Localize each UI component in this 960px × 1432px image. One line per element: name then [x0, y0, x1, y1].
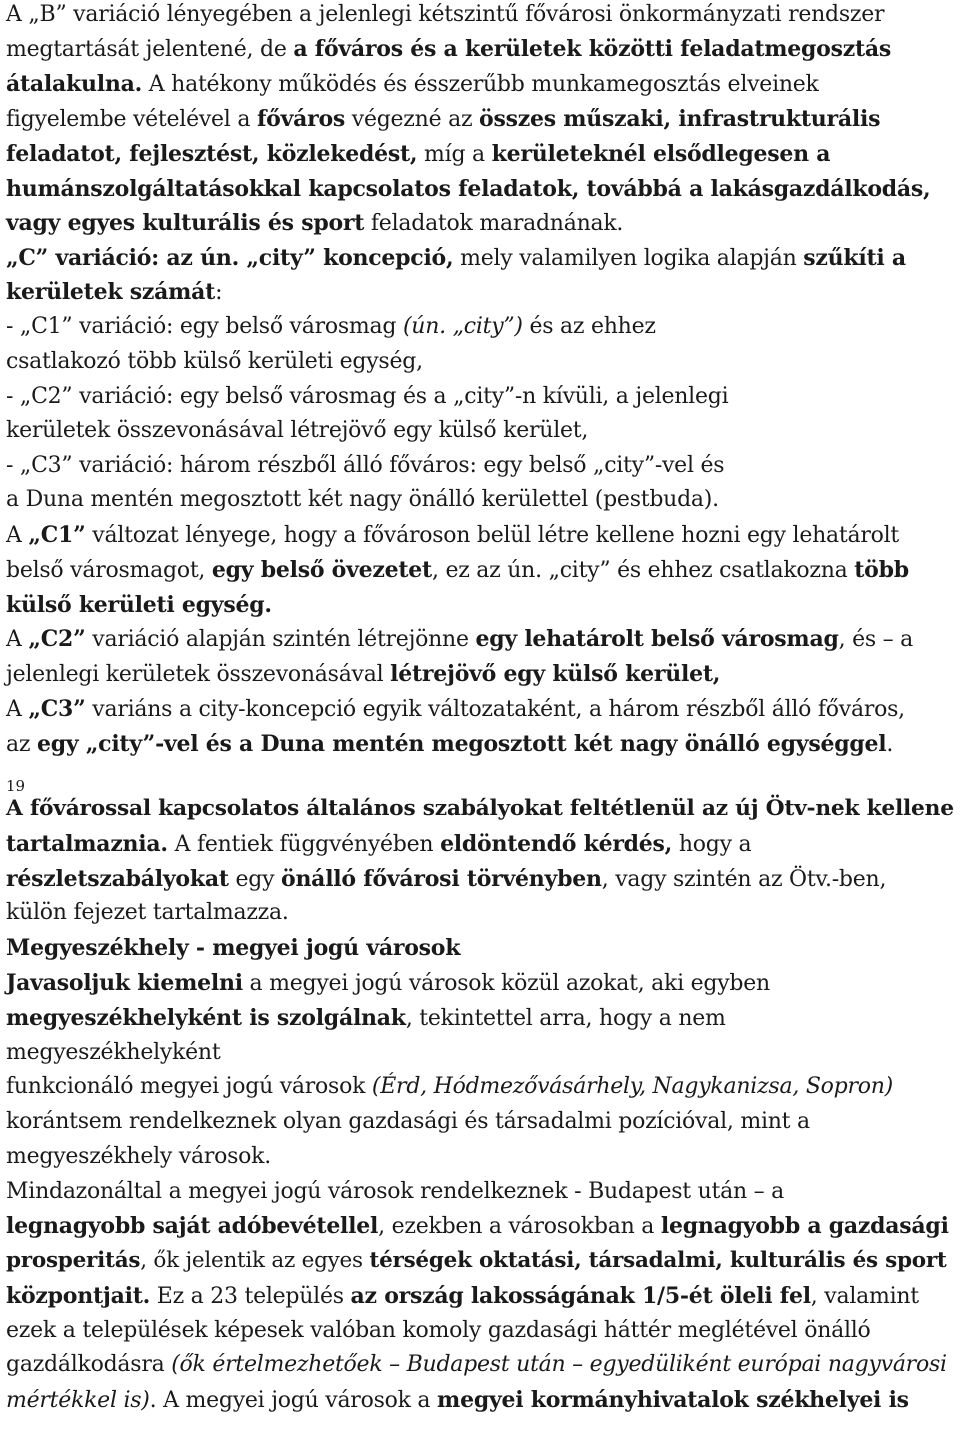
text-run: megtartását jelentené, de [6, 37, 294, 62]
text-line [6, 1070, 893, 1104]
text-line [6, 1209, 949, 1244]
bold-text: humánszolgáltatásokkal kapcsolatos feladatok, továbbá a lakásgazdálkodás, [6, 176, 931, 202]
italic-text: (ők értelmezhetőek – Budapest után – egyedüliként európai nagyvárosi [171, 1352, 947, 1377]
text-run: , ők jelentik az egyes [140, 1248, 370, 1273]
text-line [6, 483, 719, 517]
text-run: végezné az [345, 107, 480, 132]
bold-text: a főváros és a kerületek közötti feladatmegosztás [293, 36, 892, 62]
text-line [6, 310, 656, 344]
italic-text: (Érd, Hódmezővásárhely, Nagykanizsa, Sopron) [371, 1074, 893, 1099]
text-run: , ezekben a városokban a [378, 1214, 661, 1239]
text-run: és az ehhez [522, 314, 656, 339]
bold-text: „C” variáció: az ún. „city” koncepció, [6, 245, 454, 271]
bold-text: „C2” [28, 626, 86, 652]
bold-text: megyei kormányhivatalok székhelyei is [437, 1387, 909, 1413]
text-run: mely valamilyen logika alapján [453, 246, 804, 271]
bold-text: központjait. [6, 1283, 151, 1309]
bold-text: Megyeszékhely - megyei jogú városok [6, 935, 461, 961]
text-line [6, 449, 724, 483]
bold-text: tartalmaznia. [6, 831, 168, 857]
bold-text: külső kerületi egység. [6, 592, 272, 618]
text-run: A [6, 523, 29, 548]
text-run: , vagy szintén az Ötv.-ben, [601, 867, 887, 892]
text-line [6, 1348, 947, 1382]
bold-text: átalakulna. [6, 71, 143, 97]
text-run: feladatok maradnának. [364, 211, 624, 236]
text-line [6, 241, 906, 276]
text-line [6, 622, 913, 657]
text-line [6, 966, 770, 1001]
text-run: A hatékony működés és ésszerűbb munkamegosztás elveinek [142, 72, 819, 97]
text-run: variáns a city-koncepció egyik változataként, a három részből álló főváros, [85, 697, 905, 722]
bold-text: eldöntendő kérdés, [440, 831, 673, 857]
bold-text: kerületek számát [6, 279, 216, 305]
text-line [6, 137, 830, 172]
text-run: . A megyei jogú városok a [149, 1388, 438, 1413]
bold-text: térségek oktatási, társadalmi, kulturális és sport [369, 1248, 947, 1273]
bold-text: „C1” [28, 522, 86, 548]
bold-text: részletszabályokat [6, 866, 229, 892]
text-line [6, 380, 728, 414]
text-run: - „C2” variáció: egy belső városmag és a „city”-n kívüli, a jelenlegi [6, 384, 729, 409]
text-line [6, 896, 289, 930]
bold-text: megyeszékhelyként is szolgálnak [6, 1005, 406, 1031]
text-run: míg a [417, 142, 492, 167]
bold-text: A fővárossal kapcsolatos általános szabályokat feltétlenül az új Ötv-nek kellene [6, 796, 954, 821]
bold-text: egy belső övezetet [211, 557, 432, 583]
text-run: csatlakozó több külső kerületi egység, [6, 349, 423, 374]
text-line [6, 692, 905, 727]
text-line [6, 172, 930, 207]
bold-text: feladatot, fejlesztést, közlekedést, [6, 141, 418, 167]
bold-text: legnagyobb a gazdasági [660, 1213, 949, 1239]
text-run: , valamint [810, 1284, 919, 1309]
text-run: megyeszékhelyként [6, 1040, 221, 1065]
text-run: , ez az ún. „city” és ehhez csatlakozna [431, 558, 855, 583]
text-line [6, 727, 893, 762]
text-run: A [6, 697, 29, 722]
text-line [6, 32, 891, 67]
bold-text: szűkíti a [803, 245, 906, 271]
bold-text: az ország lakosságának 1/5-ét öleli fel [350, 1283, 811, 1309]
text-line [6, 1105, 810, 1139]
text-line [6, 1314, 871, 1348]
text-run: a megyei jogú városok közül azokat, aki egyben [242, 971, 770, 996]
text-run: jelenlegi kerületek összevonásával [6, 662, 391, 687]
text-line [6, 1036, 220, 1070]
text-line [6, 1140, 271, 1174]
text-line [6, 1383, 909, 1418]
text-run: figyelembe vételével a [6, 107, 257, 132]
text-run: a Duna mentén megosztott két nagy önálló kerülettel (pestbuda). [6, 487, 719, 512]
text-line [6, 414, 588, 448]
text-run: funkcionáló megyei jogú városok [6, 1074, 372, 1099]
text-line [6, 206, 623, 241]
bold-text: prosperitás [6, 1248, 141, 1273]
text-run: az [6, 732, 37, 757]
text-run: variáció alapján szintén létrejönne [85, 627, 476, 652]
bold-text: egy lehatárolt belső városmag [475, 626, 839, 652]
text-run: egy [228, 867, 282, 892]
text-run: ezek a települések képesek valóban komoly gazdasági háttér meglétével önálló [6, 1318, 871, 1343]
bold-text: „C3” [28, 696, 86, 722]
bold-text: létrejövő egy külső kerület, [390, 661, 721, 687]
text-line [6, 275, 222, 310]
text-run: külön fejezet tartalmazza. [6, 900, 289, 925]
text-run: . [886, 732, 894, 757]
text-run: - „C1” variáció: egy belső városmag [6, 314, 403, 339]
bold-text: kerületeknél elsődlegesen a [491, 141, 831, 167]
text-line [6, 67, 819, 102]
text-run: változat lényege, hogy a fővároson belül létre kellene hozni egy lehatárolt [85, 523, 899, 548]
text-line [6, 827, 751, 862]
text-line [6, 862, 886, 897]
text-run: : [215, 280, 223, 305]
text-run: belső városmagot, [6, 558, 212, 583]
text-run: megyeszékhely városok. [6, 1144, 271, 1169]
text-run: korántsem rendelkeznek olyan gazdasági és társadalmi pozícióval, mint a [6, 1109, 810, 1134]
text-run: - „C3” variáció: három részből álló főváros: egy belső „city”-vel és [6, 453, 725, 478]
text-line [6, 657, 720, 692]
text-line [6, 0, 884, 32]
text-run: gazdálkodásra [6, 1352, 172, 1377]
text-line [6, 1001, 726, 1036]
bold-text: egy „city”-vel és a Duna mentén megosztott két nagy önálló egységgel [36, 731, 887, 757]
text-line [6, 345, 423, 379]
italic-text: (ún. „city”) [402, 314, 523, 339]
bold-text: főváros [256, 106, 346, 132]
text-run: A [6, 627, 29, 652]
text-line [6, 1244, 947, 1278]
bold-text: több [854, 557, 909, 583]
text-line [6, 102, 880, 137]
text-line [6, 1175, 784, 1209]
text-line [6, 1279, 919, 1314]
bold-text: önálló fővárosi törvényben [281, 866, 602, 892]
text-line [6, 518, 899, 553]
text-run: , és – a [838, 627, 914, 652]
text-line [6, 553, 909, 588]
text-line [6, 792, 954, 826]
text-line [6, 588, 272, 623]
italic-text: mértékkel is) [6, 1388, 150, 1413]
text-run: , tekintettel arra, hogy a nem [405, 1006, 726, 1031]
bold-text: összes műszaki, infrastrukturális [479, 106, 881, 132]
text-run: A „B” variáció lényegében a jelenlegi kétszintű fővárosi önkormányzati rendszer [6, 2, 885, 27]
text-run: A fentiek függvényében [167, 832, 441, 857]
text-run: Mindazonáltal a megyei jogú városok rendelkeznek - Budapest után – a [6, 1179, 784, 1204]
bold-text: legnagyobb saját adóbevétellel [6, 1213, 379, 1239]
text-run: kerületek összevonásával létrejövő egy külső kerület, [6, 418, 589, 443]
text-run: Ez a 23 település [150, 1284, 351, 1309]
bold-text: Javasoljuk kiemelni [6, 970, 243, 996]
text-line [6, 931, 460, 966]
footnote-number: 19 [6, 777, 26, 795]
text-run: hogy a [672, 832, 752, 857]
bold-text: vagy egyes kulturális és sport [6, 210, 365, 236]
